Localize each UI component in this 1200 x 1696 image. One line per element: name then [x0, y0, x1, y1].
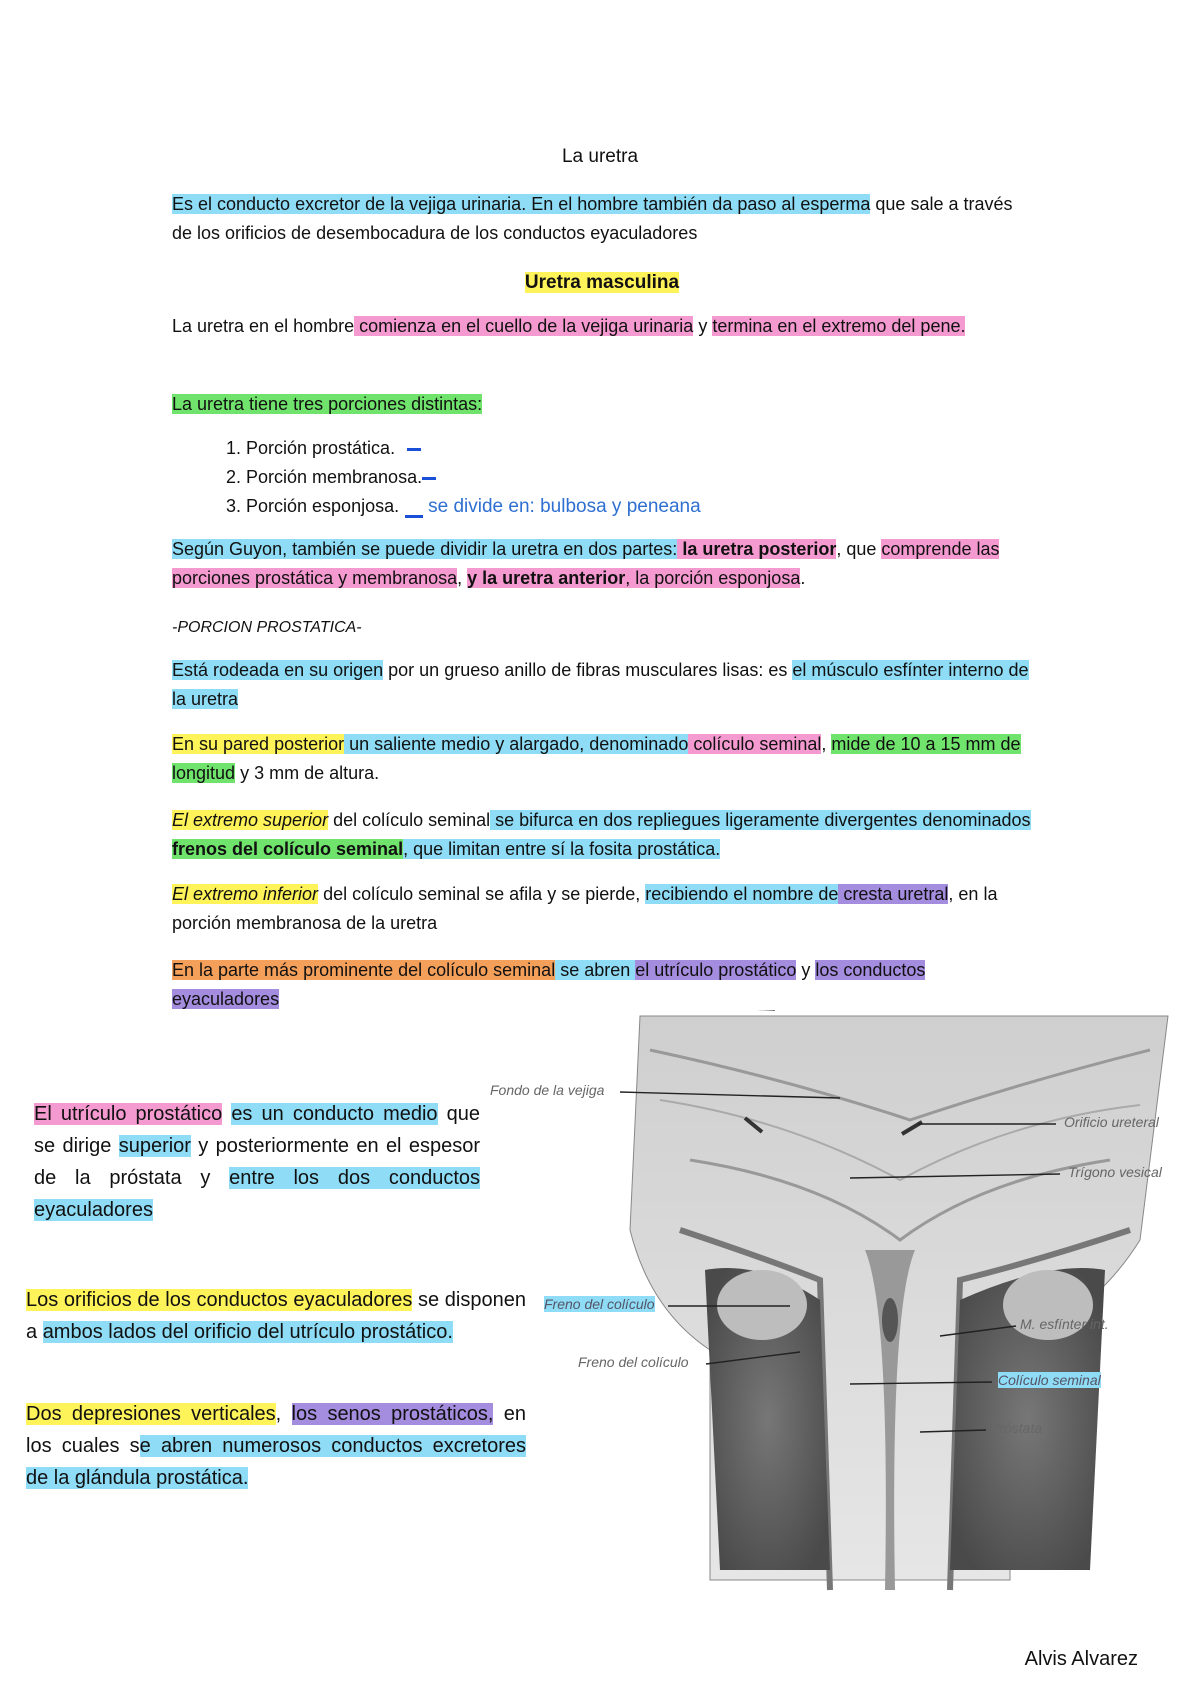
inferior-paragraph — [172, 880, 1032, 938]
label-coliculo: Colículo seminal — [998, 1372, 1101, 1388]
side1-a: El utrículo prostático — [34, 1103, 223, 1125]
intro-s1: Es el conducto excretor de la vejiga urinaria. — [172, 194, 532, 214]
inferior-c: se afila y se pierde, — [480, 884, 646, 904]
superior-paragraph — [172, 806, 1032, 864]
rodeada-b: por un grueso anillo de fibras musculares lisas: es — [383, 660, 793, 680]
pared-a: En su pared posterior — [172, 734, 345, 754]
porciones-paragraph — [172, 390, 1032, 419]
label-esfinter: M. esfínter int. — [1020, 1316, 1109, 1332]
side1-g: entre los dos conductos eyaculadores — [34, 1167, 480, 1221]
sphincter-left — [717, 1270, 807, 1340]
rodeada-a: Está rodeada en su origen — [172, 660, 384, 680]
intro-paragraph — [172, 190, 1032, 248]
side2-b: se disponen a — [26, 1289, 526, 1343]
guyon-c: , que — [836, 539, 882, 559]
intro-s2: En el hombre también da paso al esperma — [531, 194, 871, 214]
side3-d: en los cuales s — [26, 1403, 526, 1457]
prominente-d: y — [796, 960, 816, 980]
superior-d: frenos del colículo seminal — [172, 839, 404, 859]
side1-e: superior — [118, 1135, 191, 1157]
superior-c: se bifurca en dos repliegues ligeramente divergentes denominados — [490, 810, 1031, 830]
list-note: se divide en: bulbosa y peneana — [428, 496, 701, 517]
prominente-e: los conductos eyaculadores — [172, 960, 926, 1009]
guyon-h: . — [800, 568, 806, 588]
pared-b: un saliente medio y alargado, denominado — [344, 734, 689, 754]
side1-d: que se dirige — [34, 1103, 480, 1157]
side1-c: es un conducto medio — [231, 1103, 438, 1125]
pared-e: mide de 10 a 15 mm de longitud — [172, 734, 1021, 783]
hombre-paragraph — [172, 312, 1032, 341]
label-freno2: Freno del colículo — [578, 1354, 689, 1370]
guyon-b: la uretra posterior — [677, 539, 837, 559]
list-item: 1. Porción prostática. — [246, 434, 701, 463]
dash-mark — [407, 448, 421, 451]
hombre-a: La uretra en el hombre — [172, 316, 355, 336]
pared-c: colículo seminal — [688, 734, 822, 754]
side1-f: y posteriormente en el espesor de la próstata y — [34, 1135, 480, 1189]
intro-s3: que sale a través de los orificios de desembocadura de los conductos eyaculadores — [172, 194, 1013, 243]
guyon-f: y la uretra anterior — [467, 568, 626, 588]
porciones-list — [200, 434, 701, 521]
guyon-g: , la porción esponjosa — [625, 568, 801, 588]
author-name: Alvis Alvarez — [1024, 1648, 1138, 1670]
guyon-a: Según Guyon, también se puede dividir la uretra en dos partes: — [172, 539, 678, 559]
hombre-d: termina en el extremo del pene. — [712, 316, 966, 336]
inferior-a: El extremo inferior — [172, 884, 319, 904]
prominente-a: En la parte más prominente del colículo seminal — [172, 960, 556, 980]
side-note-utriculo — [34, 1098, 480, 1226]
list-item: 2. Porción membranosa. — [246, 463, 701, 492]
side3-e: e abren numerosos conductos excretores de la glándula prostática. — [26, 1435, 526, 1489]
prominente-b: se abren — [555, 960, 636, 980]
inferior-d: recibiendo el nombre de — [645, 884, 839, 904]
pared-d: , — [821, 734, 832, 754]
porciones-text: La uretra tiene tres porciones distintas: — [172, 394, 483, 414]
side3-b: , — [275, 1403, 292, 1425]
side-note-orificios — [26, 1284, 526, 1348]
superior-e: , que limitan entre sí la fosita prostática. — [403, 839, 721, 859]
guyon-d: comprende las porciones prostática y membranosa — [172, 539, 1000, 588]
list-item: 3. Porción esponjosa. se divide en: bulbosa y peneana — [246, 492, 701, 521]
rodeada-paragraph — [172, 656, 1032, 714]
label-freno1: Freno del colículo — [544, 1296, 655, 1312]
rodeada-c: el músculo esfínter interno de la uretra — [172, 660, 1029, 709]
prominente-c: el utrículo prostático — [635, 960, 797, 980]
superior-b: del colículo seminal — [328, 810, 491, 830]
hombre-b: comienza en el cuello de la vejiga urinaria — [354, 316, 694, 336]
side2-c: ambos lados del orificio del utrículo prostático. — [42, 1321, 453, 1343]
side2-a: Los orificios de los conductos eyaculadores — [26, 1289, 413, 1311]
colliculus — [882, 1298, 898, 1342]
guyon-e: , — [457, 568, 468, 588]
page-title: La uretra — [561, 146, 639, 167]
side-note-senos — [26, 1398, 526, 1494]
heading-masculina-wrap — [172, 268, 1032, 297]
label-trigono: Trígono vesical — [1068, 1164, 1162, 1180]
side3-c: los senos prostáticos, — [291, 1403, 494, 1425]
inferior-f: , en la porción membranosa de la uretra — [172, 884, 998, 933]
prominente-paragraph — [172, 956, 1032, 1014]
inferior-e: cresta uretral — [838, 884, 949, 904]
hombre-c: y — [693, 316, 713, 336]
heading-masculina: Uretra masculina — [524, 272, 680, 293]
inferior-b: del colículo seminal — [318, 884, 481, 904]
label-prostata: Próstata — [990, 1420, 1043, 1436]
dash-mark — [405, 515, 423, 518]
pared-f: y 3 mm de altura. — [235, 763, 380, 783]
dash-mark — [422, 477, 436, 480]
label-fondo: Fondo de la vejiga — [490, 1082, 605, 1098]
label-orificio: Orificio ureteral — [1064, 1114, 1159, 1130]
guyon-paragraph — [172, 535, 1032, 593]
superior-a: El extremo superior — [172, 810, 329, 830]
section-prostatica: -PORCION PROSTATICA- — [172, 619, 362, 636]
pared-paragraph — [172, 730, 1032, 788]
side3-a: Dos depresiones verticales — [26, 1403, 276, 1425]
